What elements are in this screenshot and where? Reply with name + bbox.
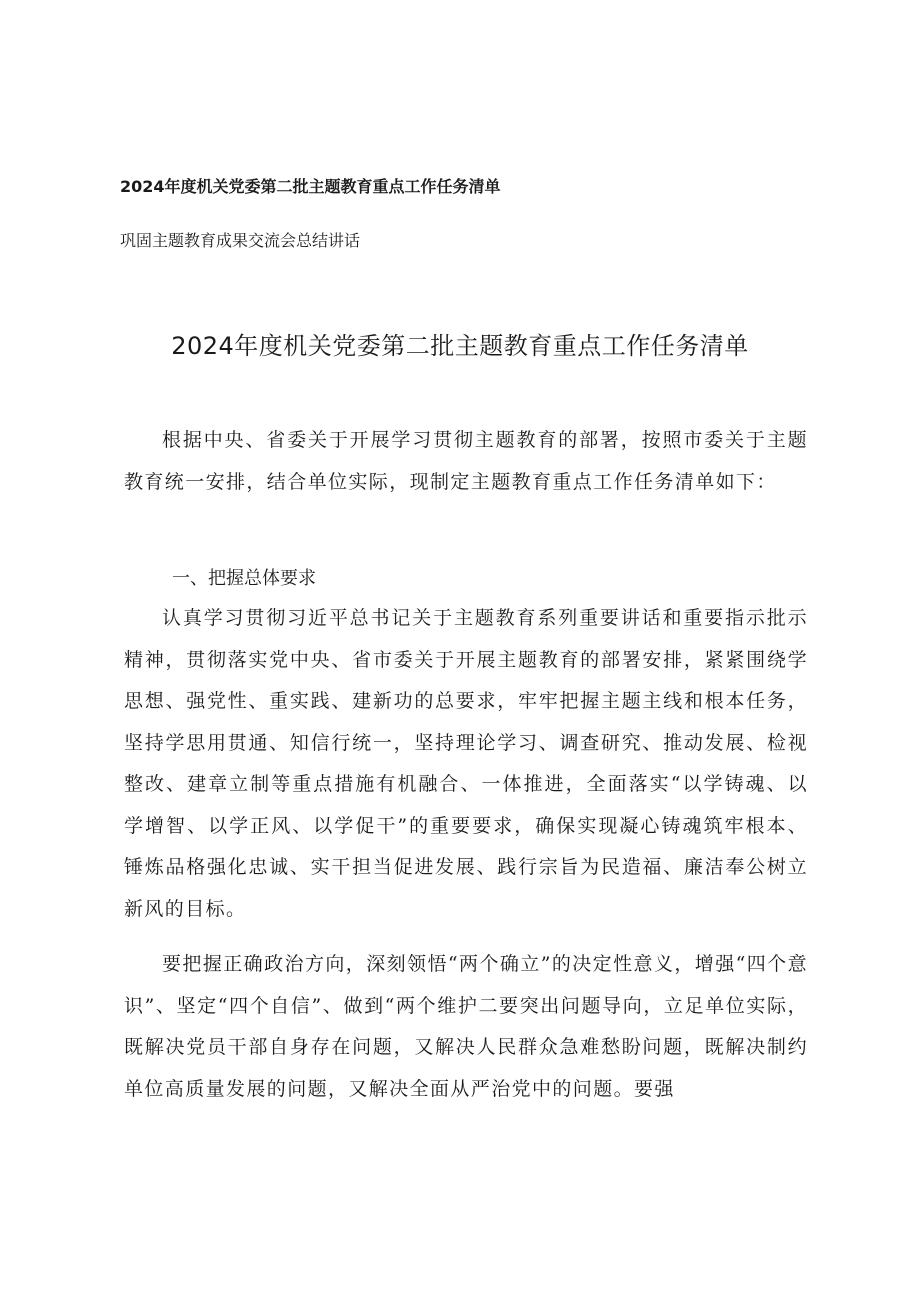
document-title: 2024年度机关党委第二批主题教育重点工作任务清单 — [171, 332, 749, 360]
section-heading: 一、把握总体要求 — [172, 568, 316, 589]
toc-item-task-list: 2024年度机关党委第二批主题教育重点工作任务清单 — [120, 177, 501, 196]
body-paragraph: 要把握正确政治方向，深刻领悟“两个确立”的决定性意义，增强“四个意识”、坚定“四个自信”、做到“两个维护二要突出问题导向，立足单位实际，既解决党员干部自身存在问题，又解决人民群众急难愁盼问题，既解决制约单位高质量发展的问题，又解决全面从严治党中的问题。要强 — [124, 953, 808, 1100]
toc-item-summary-speech: 巩固主题教育成果交流会总结讲话 — [120, 231, 361, 250]
intro-paragraph: 根据中央、省委关于开展学习贯彻主题教育的部署，按照市委关于主题教育统一安排，结合单位实际，现制定主题教育重点工作任务清单如下： — [124, 429, 808, 493]
body-paragraph: 认真学习贯彻习近平总书记关于主题教育系列重要讲话和重要指示批示精神，贯彻落实党中央、省市委关于开展主题教育的部署安排，紧紧围绕学思想、强党性、重实践、建新功的总要求，牢牢把握主题主线和根本任务，坚持学思用贯通、知信行统一，坚持理论学习、调查研究、推动发展、检视整改、建章立制等重点措施有机融合、一体推进，全面落实“以学铸魂、以学增智、以学正风、以学促干”的重要要求，确保实现凝心铸魂筑牢根本、锤炼品格强化忠诚、实干担当促进发展、践行宗旨为民造福、廉洁奉公树立新风的目标。 — [124, 607, 808, 920]
